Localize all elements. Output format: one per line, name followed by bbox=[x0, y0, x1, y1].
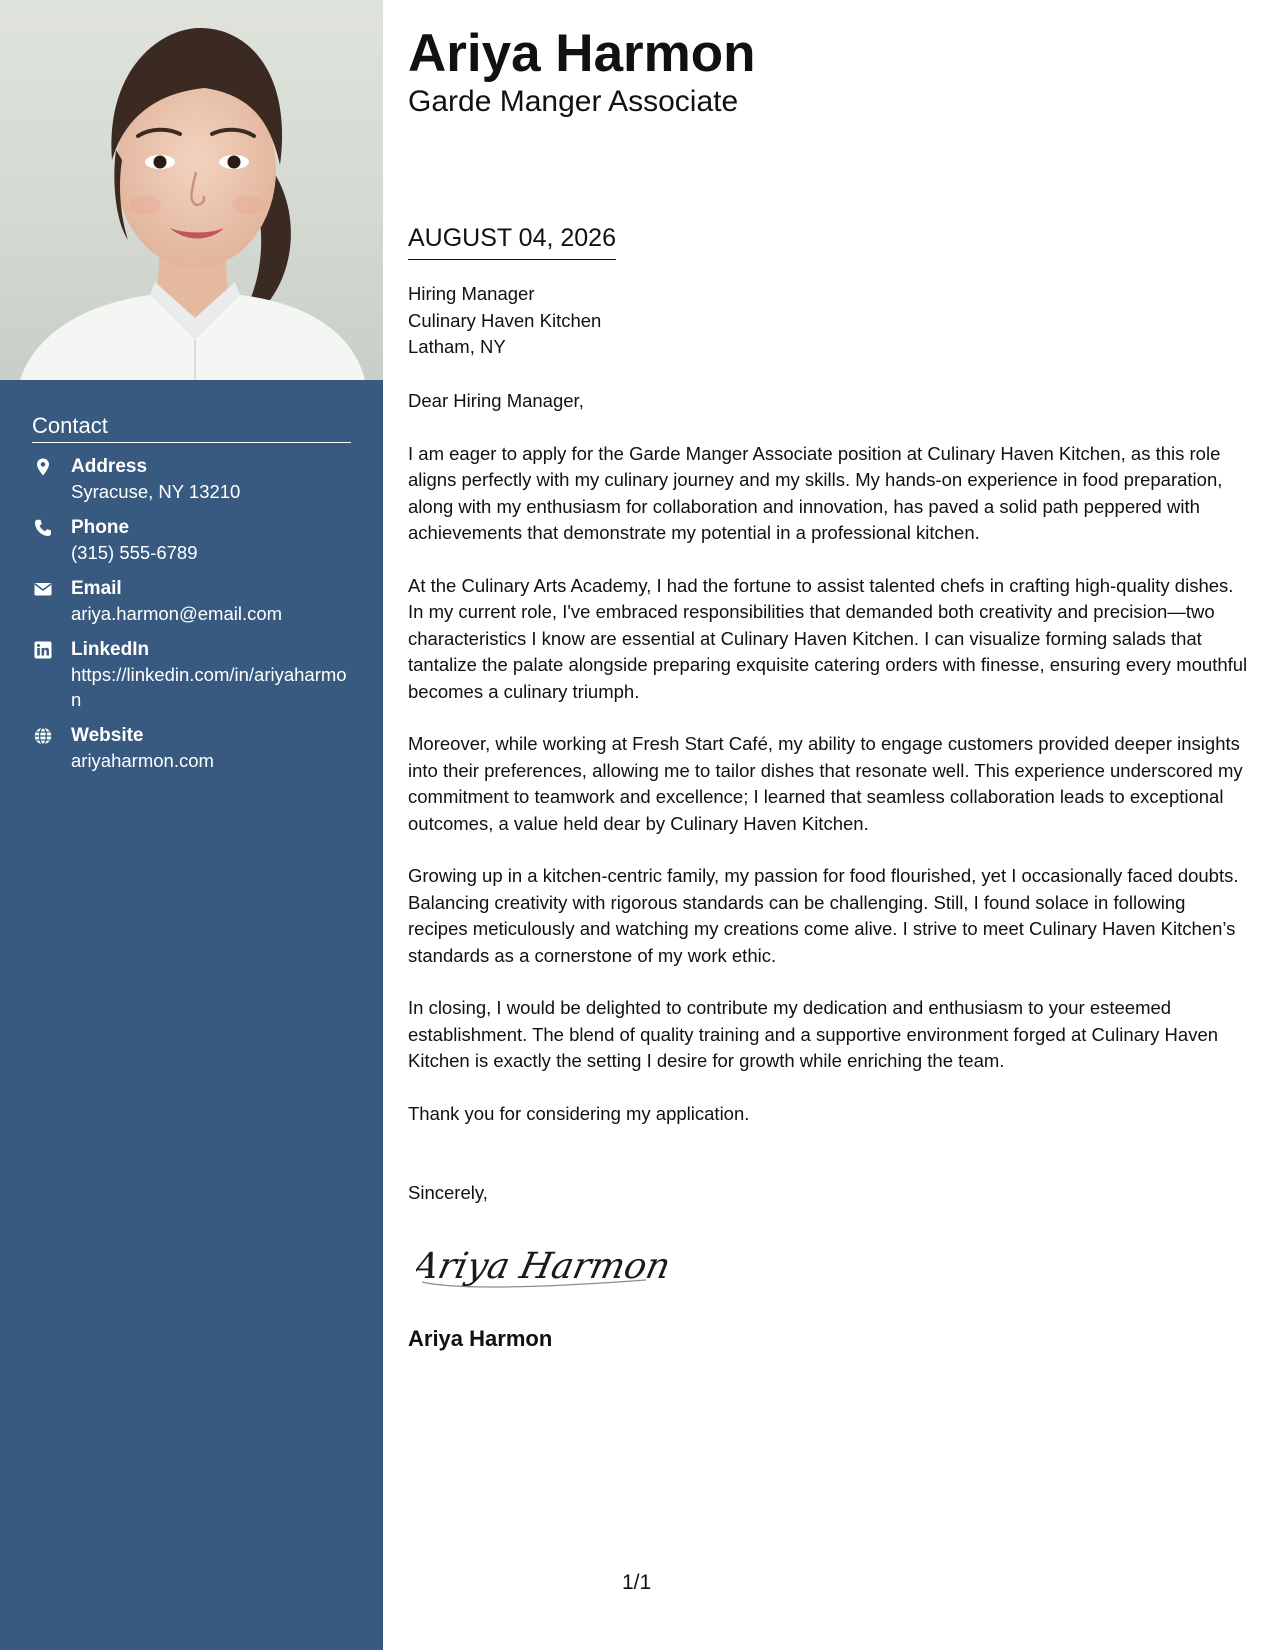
handwritten-signature bbox=[416, 1232, 676, 1307]
applicant-name: Ariya Harmon bbox=[408, 24, 756, 83]
signature-graphic bbox=[416, 1232, 676, 1302]
applicant-title: Garde Manger Associate bbox=[408, 85, 739, 118]
closing: Sincerely, bbox=[408, 1182, 488, 1203]
globe-icon bbox=[34, 727, 52, 745]
contact-address bbox=[32, 455, 351, 504]
contact-section bbox=[32, 412, 351, 773]
signed-name: Ariya Harmon bbox=[408, 1326, 553, 1351]
contact-value[interactable]: ariyaharmon.com bbox=[71, 750, 214, 771]
profile-photo bbox=[0, 0, 383, 380]
contact-label: Email bbox=[71, 578, 122, 599]
letter-body bbox=[408, 388, 1250, 1153]
contact-value: Syracuse, NY 13210 bbox=[71, 481, 241, 502]
page-number: 1/1 bbox=[622, 1571, 652, 1594]
contact-heading: Contact bbox=[32, 412, 351, 443]
contact-email bbox=[32, 577, 351, 626]
body-paragraph: Growing up in a kitchen-centric family, my passion for food flourished, yet I occasionally faced doubts. Balancing creativity with rigorous standards can be challenging. Still, I found solace in following recipes meticulously and watching my creations come alive. I strive to meet Culinary Haven Kitchen’s standards as a cornerstone of my work ethic. bbox=[408, 865, 1239, 966]
recipient-line: Latham, NY bbox=[408, 336, 506, 357]
portrait-illustration bbox=[0, 0, 383, 380]
letter-date: AUGUST 04, 2026 bbox=[408, 222, 616, 260]
envelope-icon bbox=[34, 580, 52, 598]
contact-website bbox=[32, 724, 351, 773]
contact-value[interactable]: https://linkedin.com/in/ariyaharmon bbox=[71, 664, 347, 710]
linkedin-icon bbox=[34, 641, 52, 659]
phone-icon bbox=[34, 519, 52, 537]
contact-label: Website bbox=[71, 725, 144, 746]
map-pin-icon bbox=[34, 458, 52, 476]
body-paragraph: At the Culinary Arts Academy, I had the fortune to assist talented chefs in crafting high-quality dishes. In my current role, I've embraced responsibilities that demanded both creativity and precision—two characteristics I know are essential at Culinary Haven Kitchen. I can visualize forming salads that tantalize the palate alongside preparing exquisite catering orders with finesse, ensuring every mouthful becomes a culinary triumph. bbox=[408, 574, 1248, 702]
contact-label: Phone bbox=[71, 517, 130, 538]
contact-label: Address bbox=[71, 456, 148, 477]
contact-linkedin bbox=[32, 638, 351, 712]
salutation: Dear Hiring Manager, bbox=[408, 390, 584, 411]
body-paragraph: In closing, I would be delighted to contribute my dedication and enthusiasm to your esteemed establishment. The blend of quality training and a supportive environment forged at Culinary Haven Kitchen is exactly the setting I desire for growth while enriching the team. bbox=[408, 997, 1219, 1071]
signature-text: Ariya Harmon bbox=[416, 1244, 675, 1287]
body-paragraph: Moreover, while working at Fresh Start Café, my ability to engage customers provided deeper insights into their preferences, allowing me to tailor dishes that resonate well. This experience underscored my commitment to teamwork and excellence; I learned that seamless collaboration leads to exceptional outcomes, a value held dear by Culinary Haven Kitchen. bbox=[408, 733, 1243, 834]
contact-phone bbox=[32, 516, 351, 565]
sidebar bbox=[0, 0, 383, 1650]
contact-label: LinkedIn bbox=[71, 639, 150, 660]
contact-value: (315) 555-6789 bbox=[71, 542, 198, 563]
contact-value: ariya.harmon@email.com bbox=[71, 603, 283, 624]
recipient-line: Culinary Haven Kitchen bbox=[408, 309, 602, 331]
body-paragraph: I am eager to apply for the Garde Manger Associate position at Culinary Haven Kitchen, as this role aligns perfectly with my culinary journey and my skills. My hands-on experience in food preparation, along with my enthusiasm for collaboration and innovation, has paved a solid path peppered with achievements that demonstrate my potential in a professional kitchen. bbox=[408, 442, 1223, 543]
recipient-line: Hiring Manager bbox=[408, 283, 535, 304]
body-paragraph: Thank you for considering my application. bbox=[408, 1102, 750, 1124]
recipient-block bbox=[408, 281, 601, 361]
